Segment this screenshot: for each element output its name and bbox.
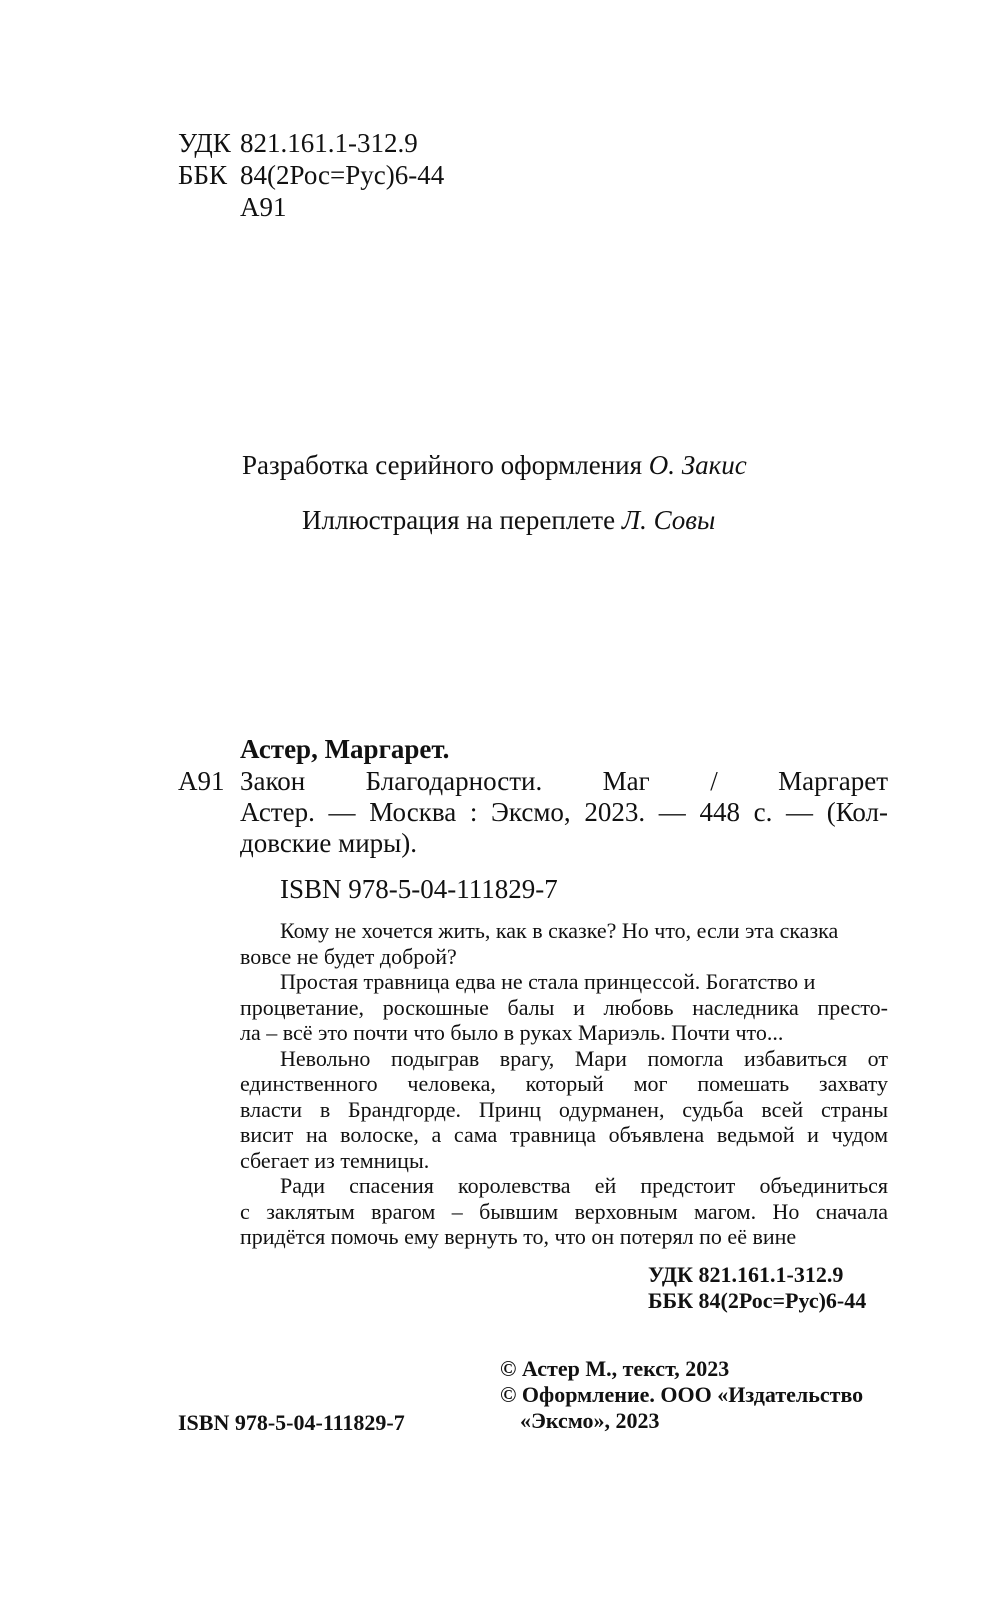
annotation-p4-line-2: с заклятым врагом – бывшим верховным магом. Но сначала bbox=[240, 1198, 888, 1224]
cover-illustration-name: Л. Совы bbox=[621, 505, 716, 535]
annotation-p1-line-2: вовсе не будет доброй? bbox=[240, 943, 457, 969]
cover-illustration-credit bbox=[302, 505, 715, 536]
annotation bbox=[240, 918, 888, 1250]
bottom-udk: УДК 821.161.1-312.9 bbox=[648, 1262, 844, 1287]
bbk-code-line bbox=[178, 160, 444, 191]
bottom-bbk: ББК 84(2Рос=Рус)6-44 bbox=[648, 1288, 867, 1313]
author-mark-top: А91 bbox=[240, 192, 287, 222]
udk-label: УДК bbox=[178, 128, 231, 158]
author-heading: Астер, Маргарет. bbox=[240, 734, 450, 764]
cover-illustration-text: Иллюстрация на переплете bbox=[302, 505, 616, 535]
bbk-label: ББК bbox=[178, 160, 228, 190]
catalog-description bbox=[240, 766, 888, 859]
series-design-credit bbox=[242, 450, 747, 481]
annotation-p4-line-1: Ради спасения королевства ей предстоит объединиться bbox=[280, 1173, 888, 1198]
annotation-p4-line-3: придётся помочь ему вернуть то, что он потерял по её вине bbox=[240, 1224, 797, 1249]
catalog-description-line-1: Закон Благодарности. Маг / Маргарет bbox=[240, 766, 888, 796]
annotation-p3-line-1: Невольно подыграв врагу, Мари помогла избавиться от bbox=[280, 1045, 888, 1071]
footer-isbn: ISBN 978-5-04-111829-7 bbox=[178, 1410, 405, 1435]
copyright-design-line-1: © Оформление. ООО «Издательство bbox=[500, 1382, 864, 1407]
series-design-name: О. Закис bbox=[648, 450, 747, 480]
series-design-text: Разработка серийного оформления bbox=[242, 450, 643, 480]
author-mark-catalog: А91 bbox=[178, 766, 225, 796]
annotation-p1-line-1: Кому не хочется жить, как в сказке? Но что, если эта сказка bbox=[280, 918, 839, 943]
catalog-isbn: ISBN 978-5-04-111829-7 bbox=[280, 874, 558, 904]
bbk-value: 84(2Рос=Рус)6-44 bbox=[240, 160, 445, 190]
catalog-description-line-2: Астер. — Москва : Эксмо, 2023. — 448 с. — (Кол- bbox=[240, 797, 888, 827]
annotation-p3-line-4: висит на волоске, а сама травница объявлена ведьмой и чудом bbox=[240, 1122, 888, 1147]
catalog-description-line-3: довские миры). bbox=[240, 828, 418, 858]
annotation-p3-line-5: сбегает из темницы. bbox=[240, 1147, 430, 1173]
udk-value: 821.161.1-312.9 bbox=[240, 128, 418, 158]
annotation-p3-line-2: единственного человека, который мог помешать захвату bbox=[240, 1071, 888, 1096]
annotation-p2-line-1: Простая травница едва не стала принцессой. Богатство и bbox=[280, 969, 816, 994]
copyright-text: © Астер М., текст, 2023 bbox=[500, 1356, 730, 1381]
annotation-p3-line-3: власти в Брандгорде. Принц одурманен, судьба всей страны bbox=[240, 1096, 888, 1122]
annotation-p2-line-2: процветание, роскошные балы и любовь наследника престо- bbox=[240, 994, 888, 1020]
annotation-p2-line-3: ла – всё это почти что было в руках Мариэль. Почти что... bbox=[240, 1020, 784, 1045]
udk-code-line bbox=[178, 128, 418, 159]
copyright-design-line-2: «Эксмо», 2023 bbox=[520, 1408, 660, 1433]
